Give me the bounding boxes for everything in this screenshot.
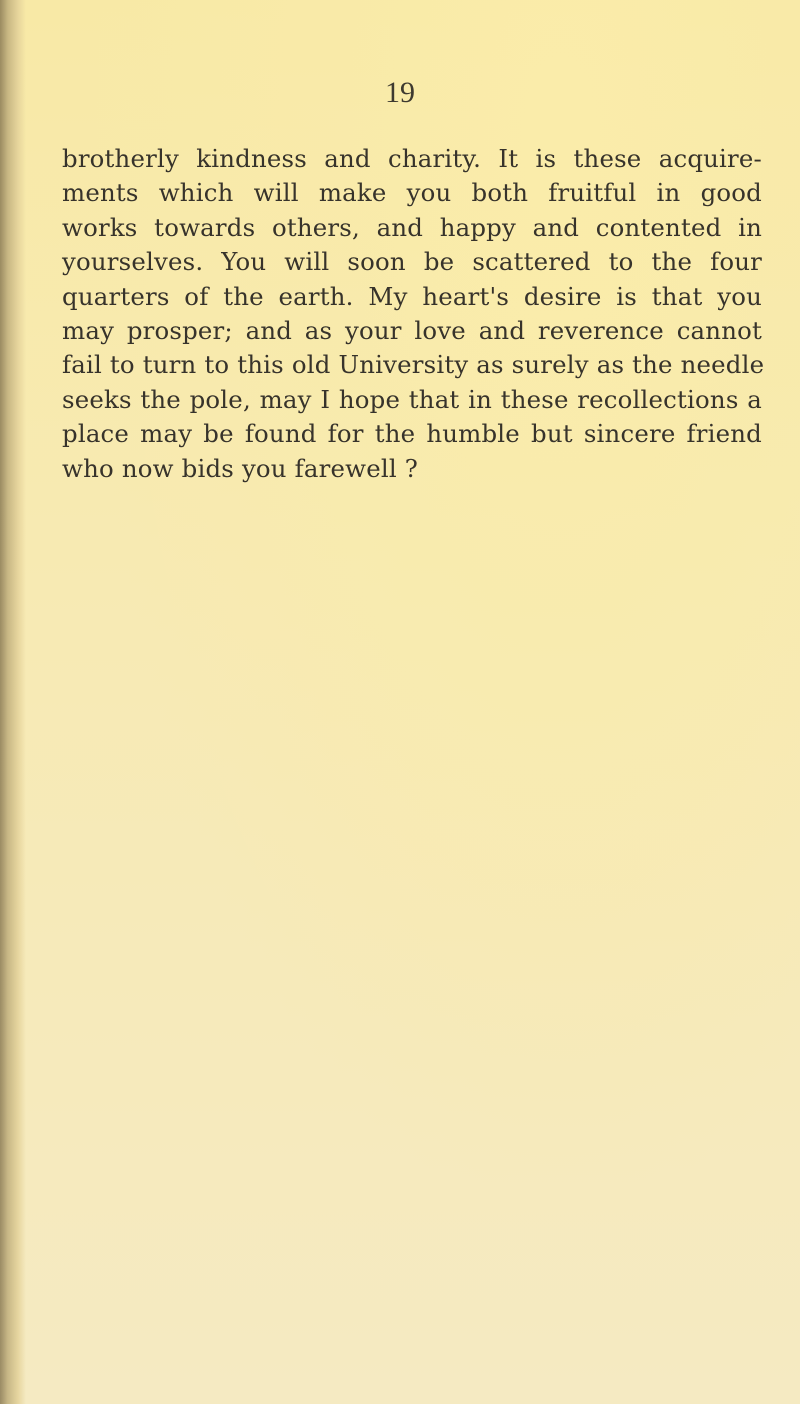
text-line: ments which will make you both fruitful in good (62, 178, 762, 208)
text-line: seeks the pole, may I hope that in these recollections a (62, 384, 762, 414)
text-line-last: who now bids you farewell ? (62, 453, 419, 483)
text-line: quarters of the earth. My heart's desire is that you (62, 281, 762, 311)
text-line: brotherly kindness and charity. It is these acquire- (62, 144, 762, 173)
page-binding-edge (0, 0, 26, 1404)
text-line: yourselves. You will soon be scattered to the four (62, 247, 762, 277)
text-line: place may be found for the humble but sincere friend (62, 419, 762, 449)
text-line: fail to turn to this old University as surely as the needle (62, 350, 765, 380)
body-paragraph (62, 142, 765, 486)
page-number: 19 (385, 76, 415, 109)
text-line: may prosper; and as your love and reverence cannot (62, 316, 762, 346)
text-line: works towards others, and happy and contented in (62, 212, 762, 242)
